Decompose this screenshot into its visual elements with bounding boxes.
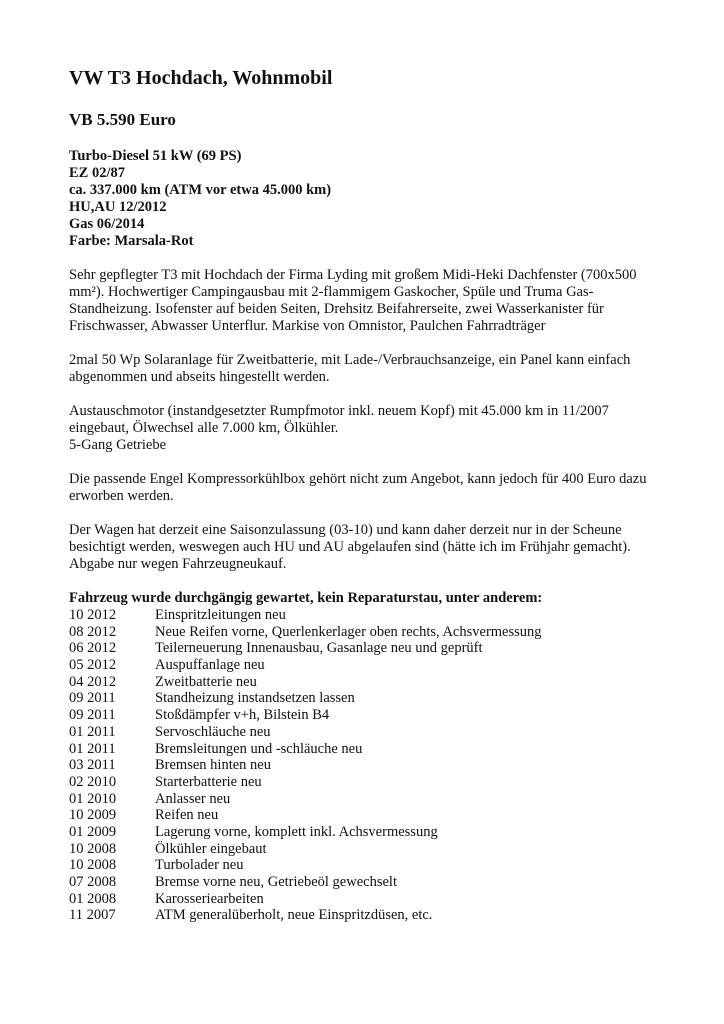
maintenance-description: Stoßdämpfer v+h, Bilstein B4 bbox=[155, 707, 330, 724]
paragraph-line: mm²). Hochwertiger Campingausbau mit 2-flammigem Gaskocher, Spüle und Truma Gas- bbox=[69, 284, 594, 300]
paragraph-line: Der Wagen hat derzeit eine Saisonzulassung (03-10) und kann daher derzeit nur in der Scheune bbox=[69, 522, 622, 538]
maintenance-list bbox=[69, 607, 669, 924]
maintenance-description: Bremse vorne neu, Getriebeöl gewechselt bbox=[155, 874, 397, 890]
maintenance-row bbox=[69, 690, 669, 707]
maintenance-description: Zweitbatterie neu bbox=[155, 673, 257, 690]
maintenance-row bbox=[69, 640, 669, 657]
maintenance-date: 01 2008 bbox=[69, 890, 117, 907]
maintenance-row bbox=[69, 757, 669, 774]
maintenance-row bbox=[69, 657, 669, 674]
document-page bbox=[69, 66, 669, 924]
maintenance-row bbox=[69, 674, 669, 691]
maintenance-date: 06 2012 bbox=[69, 640, 117, 657]
maintenance-row bbox=[69, 607, 669, 624]
maintenance-date: 10 2008 bbox=[69, 857, 117, 874]
maintenance-date: 05 2012 bbox=[69, 657, 117, 674]
maintenance-description: Standheizung instandsetzen lassen bbox=[155, 690, 355, 707]
maintenance-description: Starterbatterie neu bbox=[155, 773, 262, 790]
document-title: VW T3 Hochdach, Wohnmobil bbox=[69, 67, 333, 89]
paragraph-coolbox bbox=[69, 471, 669, 505]
maintenance-description: Turbolader neu bbox=[155, 857, 244, 874]
spec-gas-check: Gas 06/2014 bbox=[69, 216, 145, 232]
maintenance-date: 01 2011 bbox=[69, 740, 116, 757]
maintenance-row bbox=[69, 724, 669, 741]
maintenance-row bbox=[69, 774, 669, 791]
maintenance-date: 09 2011 bbox=[69, 707, 116, 724]
paragraph-line: Austauschmotor (instandgesetzter Rumpfmotor inkl. neuem Kopf) mit 45.000 km in 11/2007 bbox=[69, 403, 609, 419]
paragraph-line: 2mal 50 Wp Solaranlage für Zweitbatterie, mit Lade-/Verbrauchsanzeige, ein Panel kann einfach bbox=[69, 352, 631, 368]
maintenance-date: 08 2012 bbox=[69, 623, 117, 640]
paragraph-line: eingebaut, Ölwechsel alle 7.000 km, Ölkühler. bbox=[69, 420, 339, 436]
maintenance-row bbox=[69, 807, 669, 824]
maintenance-date: 01 2010 bbox=[69, 790, 117, 807]
paragraph-line: Sehr gepflegter T3 mit Hochdach der Firma Lyding mit großem Midi-Heki Dachfenster (700x500 bbox=[69, 267, 637, 283]
maintenance-row bbox=[69, 857, 669, 874]
maintenance-date: 11 2007 bbox=[69, 907, 116, 924]
maintenance-description: Anlasser neu bbox=[155, 790, 231, 807]
maintenance-row bbox=[69, 841, 669, 858]
paragraph-solar bbox=[69, 352, 669, 386]
maintenance-description: Lagerung vorne, komplett inkl. Achsvermessung bbox=[155, 823, 438, 840]
maintenance-row bbox=[69, 874, 669, 891]
maintenance-date: 07 2008 bbox=[69, 874, 117, 890]
maintenance-date: 10 2012 bbox=[69, 607, 117, 623]
paragraph-line: abgenommen und abseits hingestellt werden. bbox=[69, 369, 330, 385]
spec-inspection: HU,AU 12/2012 bbox=[69, 199, 167, 215]
maintenance-description: Einspritzleitungen neu bbox=[155, 607, 286, 623]
maintenance-heading: Fahrzeug wurde durchgängig gewartet, kein Reparaturstau, unter anderem: bbox=[69, 590, 543, 606]
paragraph-line: besichtigt werden, weswegen auch HU und AU abgelaufen sind (hätte ich im Frühjahr gemacht). bbox=[69, 539, 631, 555]
maintenance-row bbox=[69, 707, 669, 724]
maintenance-description: Reifen neu bbox=[155, 807, 219, 824]
maintenance-description: Ölkühler eingebaut bbox=[155, 840, 267, 857]
paragraph-line: Standheizung. Isofenster auf beiden Seiten, Drehsitz Beifahrerseite, zwei Wasserkanister für bbox=[69, 301, 604, 317]
maintenance-row bbox=[69, 907, 669, 924]
paragraph-camping bbox=[69, 267, 669, 335]
maintenance-date: 10 2009 bbox=[69, 807, 117, 824]
paragraph-line: Abgabe nur wegen Fahrzeugneukauf. bbox=[69, 556, 287, 572]
maintenance-description: Servoschläuche neu bbox=[155, 723, 271, 740]
maintenance-description: Teilerneuerung Innenausbau, Gasanlage neu und geprüft bbox=[155, 640, 483, 657]
maintenance-description: Karosseriearbeiten bbox=[155, 890, 264, 907]
maintenance-date: 02 2010 bbox=[69, 773, 117, 790]
paragraph-line: Die passende Engel Kompressorkühlbox gehört nicht zum Angebot, kann jedoch für 400 Euro dazu bbox=[69, 471, 647, 487]
maintenance-date: 09 2011 bbox=[69, 690, 116, 707]
maintenance-date: 04 2012 bbox=[69, 673, 117, 690]
maintenance-description: Bremsen hinten neu bbox=[155, 757, 271, 774]
spec-list bbox=[69, 148, 669, 250]
maintenance-date: 01 2011 bbox=[69, 723, 116, 740]
maintenance-description: ATM generalüberholt, neue Einspritzdüsen, etc. bbox=[155, 907, 433, 924]
maintenance-date: 01 2009 bbox=[69, 823, 117, 840]
price-heading: VB 5.590 Euro bbox=[69, 110, 176, 129]
maintenance-date: 03 2011 bbox=[69, 757, 116, 774]
maintenance-row bbox=[69, 824, 669, 841]
maintenance-date: 10 2008 bbox=[69, 840, 117, 857]
paragraph-engine bbox=[69, 403, 669, 454]
spec-mileage: ca. 337.000 km (ATM vor etwa 45.000 km) bbox=[69, 182, 332, 198]
maintenance-row bbox=[69, 791, 669, 808]
paragraph-line: 5-Gang Getriebe bbox=[69, 437, 167, 453]
paragraph-line: erworben werden. bbox=[69, 488, 174, 504]
maintenance-description: Bremsleitungen und -schläuche neu bbox=[155, 740, 363, 757]
spec-registration: EZ 02/87 bbox=[69, 165, 125, 181]
maintenance-description: Neue Reifen vorne, Querlenkerlager oben rechts, Achsvermessung bbox=[155, 623, 542, 640]
maintenance-row bbox=[69, 891, 669, 908]
spec-engine: Turbo-Diesel 51 kW (69 PS) bbox=[69, 148, 242, 164]
paragraph-registration bbox=[69, 522, 669, 573]
maintenance-description: Auspuffanlage neu bbox=[155, 657, 265, 674]
spec-color: Farbe: Marsala-Rot bbox=[69, 233, 194, 249]
maintenance-row bbox=[69, 624, 669, 641]
maintenance-row bbox=[69, 741, 669, 758]
paragraph-line: Frischwasser, Abwasser Unterflur. Markise von Omnistor, Paulchen Fahrradträger bbox=[69, 318, 546, 334]
